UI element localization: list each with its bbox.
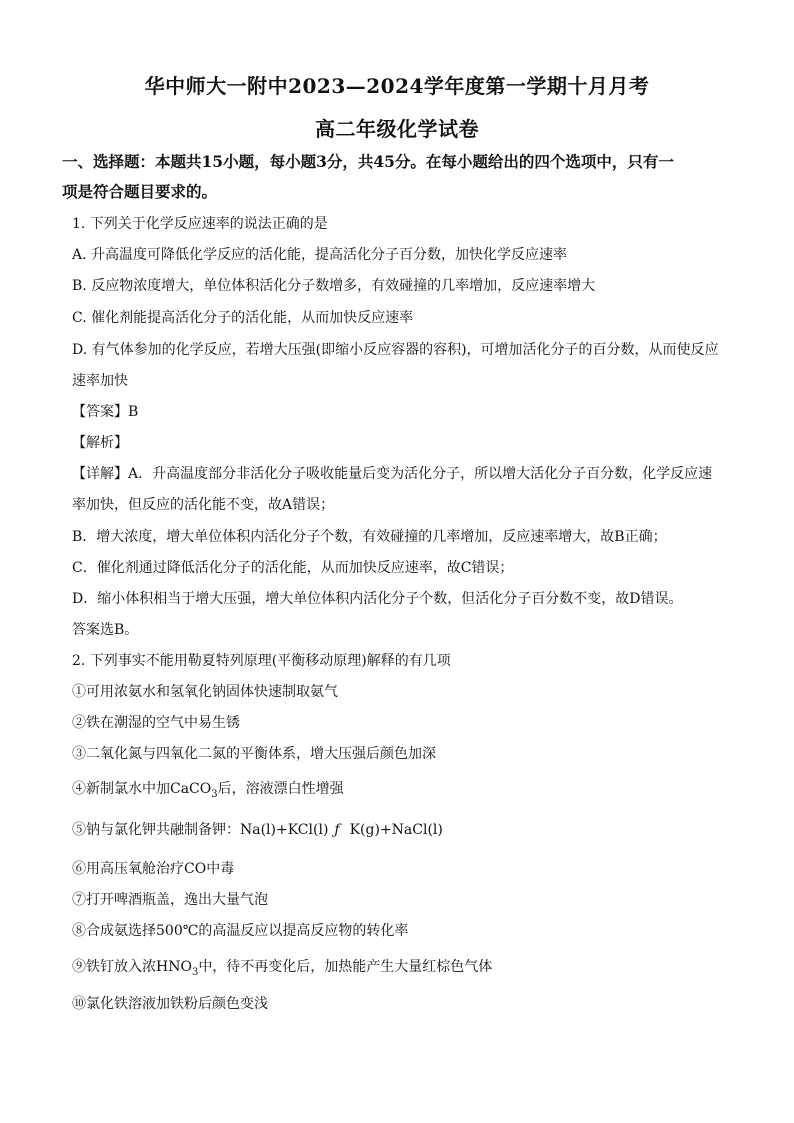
- q1-detail-line2: 率加快，但反应的活化能不变，故A错误；: [72, 497, 335, 513]
- q2-item-4-suffix: 后，溶液漂白性增强: [217, 781, 344, 797]
- q1-detail-line3: B．增大浓度，增大单位体积内活化分子个数，有效碰撞的几率增加，反应速率增大，故B正确；: [72, 529, 667, 545]
- q1-detail-line5: D．缩小体积相当于增大压强，增大单位体积内活化分子个数，但活化分子百分数不变，故D错误。: [72, 591, 683, 607]
- q2-item-9-formula: [156, 959, 199, 978]
- reaction-right-side: K(g)+NaCl(l): [349, 822, 443, 838]
- section-heading-line1: 一、选择题：本题共15小题，每小题3分，共45分。在每小题给出的四个选项中，只有一: [62, 152, 674, 171]
- q2-item-4-formula: [170, 781, 218, 800]
- q1-analysis-label: 【解析】: [72, 435, 128, 451]
- q2-item-8: ⑧合成氨选择500℃的高温反应以提高反应物的转化率: [72, 923, 409, 939]
- q2-item-9-prefix: ⑨铁钉放入浓: [72, 959, 156, 975]
- q2-item-9-suffix: 中，待不再变化后，加热能产生大量红棕色气体: [198, 959, 493, 975]
- q1-option-d-line1: D. 有气体参加的化学反应，若增大压强(即缩小反应容器的容积)，可增加活化分子的百分数，从而使反应: [72, 342, 719, 358]
- exam-title: 华中师大一附中2023—2024学年度第一学期十月月考: [144, 74, 650, 98]
- q2-item-2: ②铁在潮湿的空气中易生锈: [72, 715, 240, 731]
- q2-stem: 2. 下列事实不能用勒夏特列原理(平衡移动原理)解释的有几项: [72, 653, 451, 669]
- calcium-carbonate-subscript: 3: [211, 788, 218, 800]
- q2-item-4-prefix: ④新制氯水中加: [72, 781, 170, 797]
- q1-detail-line1: 【详解】A．升高温度部分非活化分子吸收能量后变为活化分子，所以增大活化分子百分数，化学反应速: [72, 466, 713, 482]
- q2-item-3: ③二氧化氮与四氧化二氮的平衡体系，增大压强后颜色加深: [72, 746, 436, 762]
- reaction-left-side: Na(l)+KCl(l): [240, 822, 329, 838]
- q1-option-d-line2: 速率加快: [72, 373, 128, 389]
- exam-subtitle: 高二年级化学试卷: [315, 117, 479, 141]
- q2-item-6: ⑥用高压氧舱治疗CO中毒: [72, 861, 235, 877]
- equilibrium-symbol: ƒ: [334, 822, 340, 838]
- q1-conclusion: 答案选B。: [72, 622, 139, 638]
- nitric-acid-formula: HNO: [156, 959, 192, 975]
- q2-item-7: ⑦打开啤酒瓶盖，逸出大量气泡: [72, 892, 268, 908]
- q1-detail-line4: C．催化剂通过降低活化分子的活化能，从而加快反应速率，故C错误；: [72, 560, 514, 576]
- q1-stem: 1. 下列关于化学反应速率的说法正确的是: [72, 216, 328, 232]
- section-heading-line2: 项是符合题目要求的。: [62, 182, 218, 201]
- q2-item-5-prefix: ⑤钠与氯化钾共融制备钾：: [72, 822, 240, 838]
- q2-item-5: [72, 819, 443, 839]
- calcium-carbonate-formula: CaCO: [170, 781, 212, 797]
- q1-option-c: C. 催化剂能提高活化分子的活化能，从而加快反应速率: [72, 310, 414, 326]
- q1-option-b: B. 反应物浓度增大，单位体积活化分子数增多，有效碰撞的几率增加，反应速率增大: [72, 278, 596, 294]
- nitric-acid-subscript: 3: [191, 966, 199, 978]
- q1-answer: 【答案】B: [72, 404, 139, 420]
- q1-option-a: A. 升高温度可降低化学反应的活化能，提高活化分子百分数，加快化学反应速率: [72, 247, 568, 263]
- q2-item-10: ⑩氯化铁溶液加铁粉后颜色变浅: [72, 996, 268, 1012]
- q2-item-9: [72, 956, 492, 978]
- q2-item-1: ①可用浓氨水和氢氧化钠固体快速制取氨气: [72, 684, 338, 700]
- q2-item-4: [72, 778, 344, 800]
